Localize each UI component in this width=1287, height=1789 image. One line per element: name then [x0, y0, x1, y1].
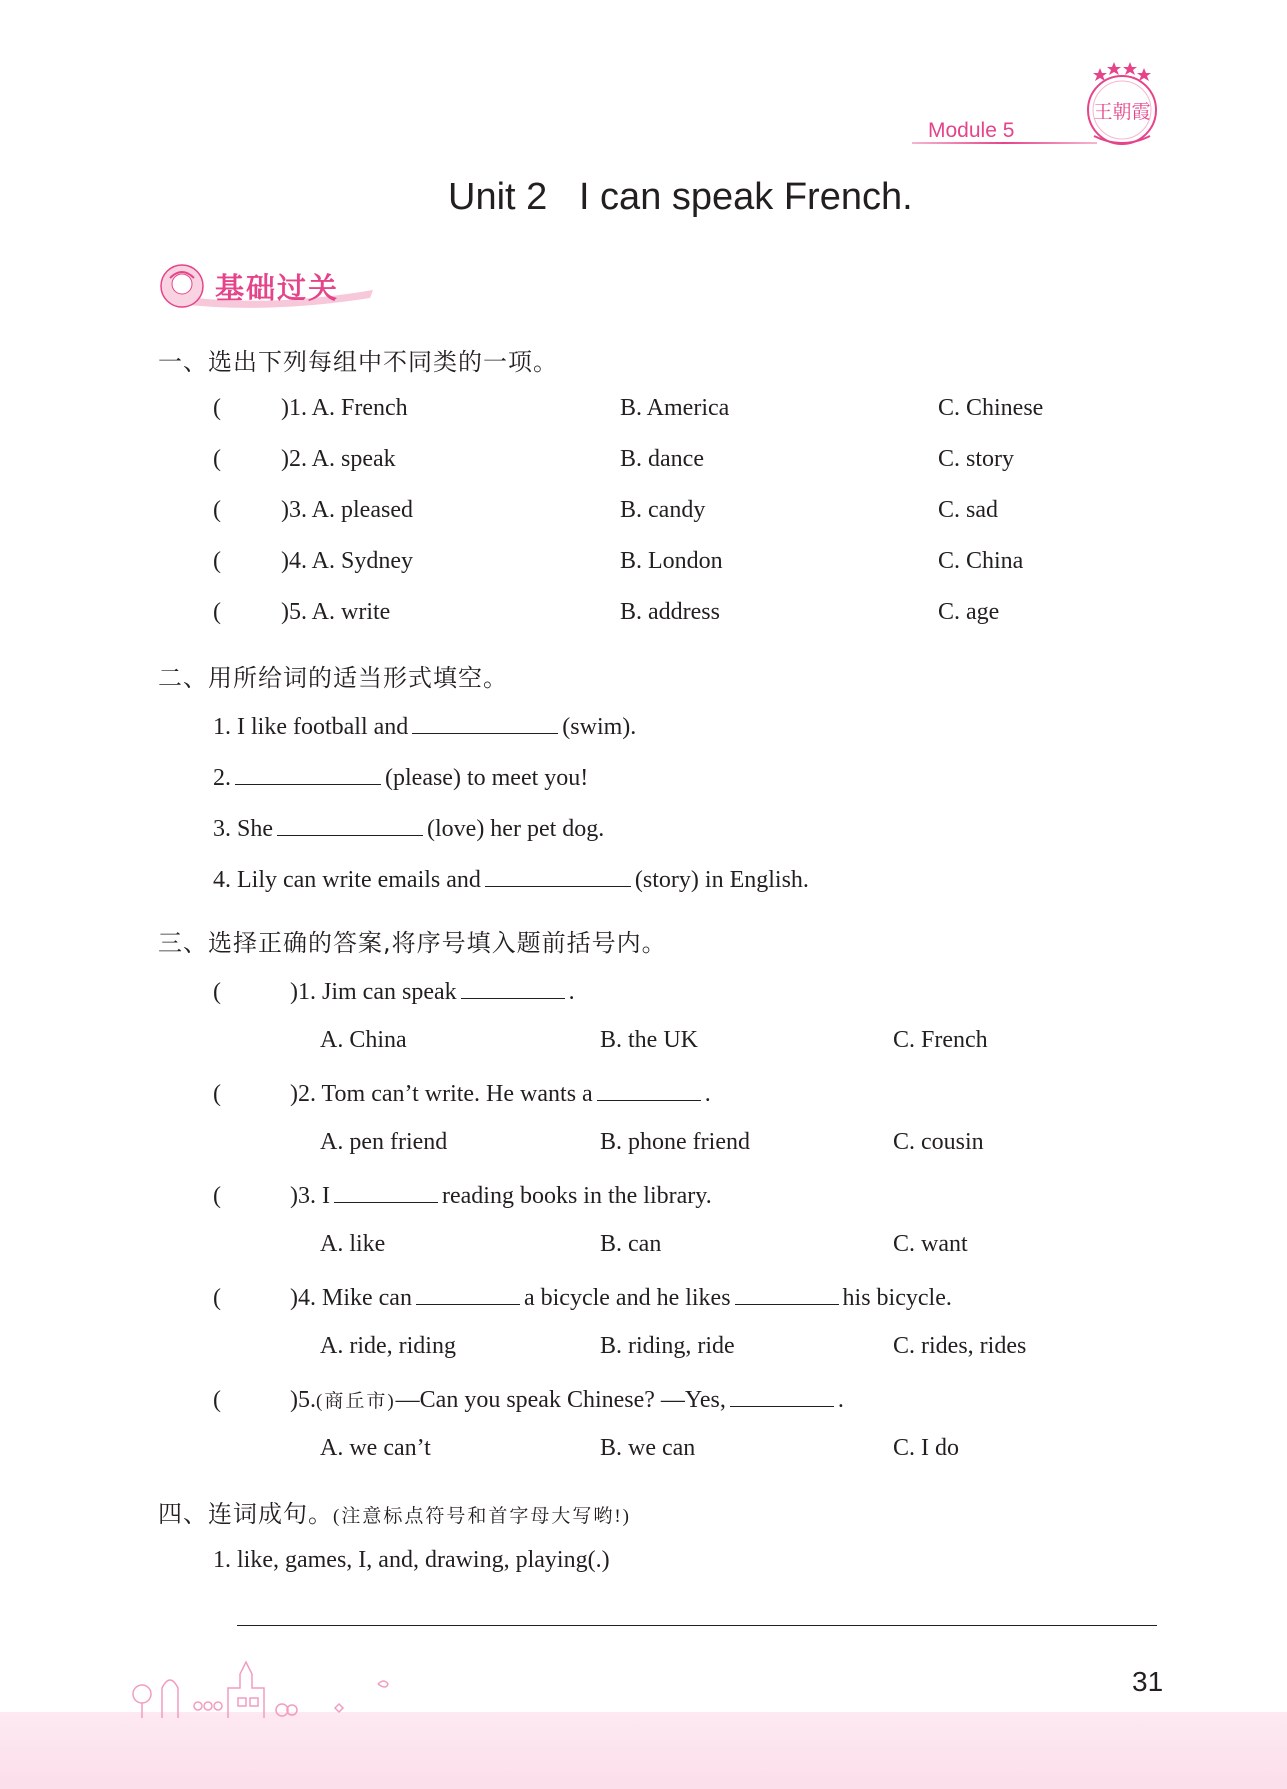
answer-bracket[interactable]: (: [213, 1081, 221, 1107]
item-text: 4. Lily can write emails and: [213, 867, 481, 893]
question-row: (: [213, 548, 221, 574]
option-b: B. America: [620, 395, 730, 421]
section-4-heading: [158, 1494, 631, 1529]
option-a: A. China: [320, 1027, 407, 1053]
section-1-heading: 一、选出下列每组中不同类的一项。: [158, 348, 558, 376]
page-number: 31: [1132, 1666, 1164, 1697]
question-text: his bicycle.: [842, 1285, 952, 1311]
answer-blank[interactable]: [412, 711, 558, 734]
module-label: Module 5: [928, 119, 1015, 142]
question-stem: )2. Tom can’t write. He wants a: [290, 1081, 593, 1107]
fill-blank-item: [213, 864, 809, 894]
word-order-item: 1. like, games, I, and, drawing, playing(.): [213, 1547, 610, 1573]
question-stem: )4. Mike can: [290, 1285, 412, 1311]
answer-blank[interactable]: [485, 864, 631, 887]
answer-blank[interactable]: [735, 1282, 839, 1305]
answer-bracket[interactable]: (: [213, 1183, 221, 1209]
section-4-title: 四、连词成句。: [158, 1500, 333, 1528]
option-b: B. London: [620, 548, 723, 574]
module-underline: [912, 142, 1097, 144]
section-4-hint: (注意标点符号和首字母大写哟!): [333, 1506, 631, 1527]
section-3-heading: 三、选择正确的答案,将序号填入题前括号内。: [158, 929, 667, 957]
question-stem: )4. A. Sydney: [281, 548, 413, 574]
option-b: B. the UK: [600, 1027, 698, 1053]
stamp-text: 王朝霞: [1093, 101, 1151, 123]
option-c: C. age: [938, 599, 1000, 625]
option-c: C. French: [893, 1027, 988, 1053]
option-c: C. cousin: [893, 1129, 984, 1155]
option-b: B. can: [600, 1231, 662, 1257]
choice-question: [213, 976, 575, 1006]
question-stem: )5. A. write: [281, 599, 391, 625]
fill-blank-item: [213, 762, 588, 792]
answer-blank[interactable]: [461, 976, 565, 999]
source-city: (商丘市): [316, 1391, 396, 1412]
question-stem: )1. A. French: [281, 395, 408, 421]
item-hint: (please) to meet you!: [385, 765, 589, 791]
item-hint: (swim).: [562, 714, 637, 740]
footer-divider: [237, 1625, 1157, 1626]
bottom-decor-band: [0, 1712, 1287, 1789]
choice-question: [213, 1180, 712, 1210]
question-end: .: [704, 1081, 711, 1107]
question-end: .: [568, 979, 575, 1005]
option-a: A. ride, riding: [320, 1333, 456, 1359]
question-stem: )5.: [290, 1387, 316, 1413]
answer-bracket[interactable]: (: [213, 1387, 221, 1413]
option-c: C. want: [893, 1231, 968, 1257]
answer-blank[interactable]: [235, 762, 381, 785]
option-c: C. Chinese: [938, 395, 1044, 421]
question-row: (: [213, 497, 221, 523]
option-c: C. China: [938, 548, 1024, 574]
castle-doodle-icon: [120, 1648, 400, 1722]
option-a: A. pen friend: [320, 1129, 448, 1155]
answer-blank[interactable]: [597, 1078, 701, 1101]
question-row: (: [213, 446, 221, 472]
choice-question: [213, 1078, 711, 1108]
option-b: B. we can: [600, 1435, 696, 1461]
answer-blank[interactable]: [277, 813, 423, 836]
choice-question: [213, 1384, 844, 1414]
fill-blank-item: [213, 813, 604, 843]
item-hint: (love) her pet dog.: [427, 816, 605, 842]
option-c: C. I do: [893, 1435, 959, 1461]
question-row: (: [213, 599, 221, 625]
option-a: A. like: [320, 1231, 386, 1257]
question-end: .: [837, 1387, 844, 1413]
option-c: C. story: [938, 446, 1015, 472]
fill-blank-item: [213, 711, 636, 741]
banner-label: 基础过关: [215, 273, 340, 305]
question-stem: )1. Jim can speak: [290, 979, 457, 1005]
option-c: C. sad: [938, 497, 998, 523]
question-row: (: [213, 395, 221, 421]
answer-blank[interactable]: [416, 1282, 520, 1305]
unit-title: Unit 2 I can speak French.: [448, 176, 913, 218]
question-text: reading books in the library.: [441, 1183, 712, 1209]
answer-bracket[interactable]: (: [213, 1285, 221, 1311]
section-2-heading: 二、用所给词的适当形式填空。: [158, 664, 508, 692]
option-b: B. phone friend: [600, 1129, 750, 1155]
answer-blank[interactable]: [334, 1180, 438, 1203]
option-b: B. address: [620, 599, 720, 625]
question-stem: )3. A. pleased: [281, 497, 413, 523]
answer-blank[interactable]: [730, 1384, 834, 1407]
option-a: A. we can’t: [320, 1435, 431, 1461]
item-text: 2.: [213, 765, 231, 791]
question-text: a bicycle and he likes: [523, 1285, 731, 1311]
option-b: B. dance: [620, 446, 704, 472]
option-b: B. candy: [620, 497, 706, 523]
option-c: C. rides, rides: [893, 1333, 1027, 1359]
item-hint: (story) in English.: [634, 867, 809, 893]
answer-bracket[interactable]: (: [213, 979, 221, 1005]
item-text: 1. I like football and: [213, 714, 409, 740]
choice-question: [213, 1282, 952, 1312]
question-text: —Can you speak Chinese? —Yes,: [395, 1387, 726, 1413]
teacher-stamp-logo: [1072, 58, 1172, 154]
question-stem: )3. I: [290, 1183, 330, 1209]
item-text: 3. She: [213, 816, 273, 842]
section-banner: [158, 262, 378, 312]
question-stem: )2. A. speak: [281, 446, 396, 472]
option-b: B. riding, ride: [600, 1333, 735, 1359]
